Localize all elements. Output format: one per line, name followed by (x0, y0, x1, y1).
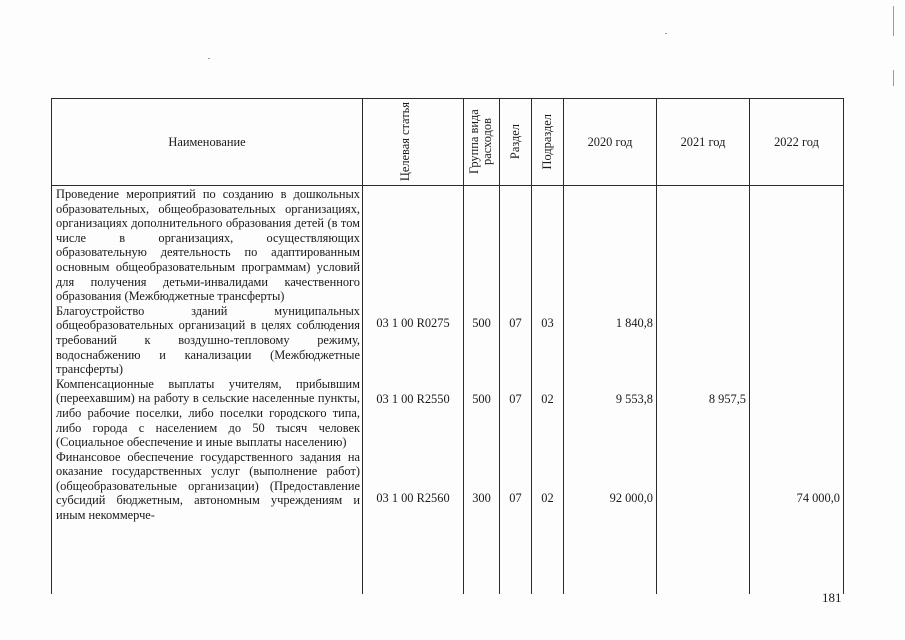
section-column (500, 186, 532, 595)
budget-table (51, 98, 844, 594)
row-section: 07 (509, 316, 522, 330)
header-target-article: Целевая статья (363, 99, 464, 186)
row-name: Финансовое обеспечение государственного задания на оказание государственных услуг (выполнение работ) (общеобразовательные организации) (Предоставление субсидий бюджетным, автономным учреждениям и иным некоммерче- (56, 449, 360, 523)
row-subsection: 02 (541, 491, 554, 505)
row-group: 500 (472, 316, 491, 330)
row-name: Компенсационные выплаты учителям, прибывшим (переехавшим) на работу в сельские населенные пункты, либо рабочие поселки, либо поселки городского типа, либо города с населением до 50 тысяч человек (Социальное обеспечение и иные выплаты населению) (56, 376, 360, 450)
scan-speck (665, 33, 667, 34)
row-target: 03 1 00 R2560 (376, 491, 450, 505)
row-2020-value: 1 840,8 (615, 316, 653, 330)
header-section: Раздел (500, 99, 532, 186)
row-name: Проведение мероприятий по созданию в дошкольных образовательных, общеобразовательных организациях, организациях дополнительного образования детей (в том числе в организациях, осуществляющих образовательную деятельность по адаптированным основным общеобразовательным программам) условий для получения детьми-инвалидами качественного образования (Межбюджетные трансферты) (56, 187, 360, 304)
row-group: 500 (472, 392, 491, 406)
target-column (363, 186, 464, 595)
row-2022-value: 74 000,0 (796, 491, 840, 505)
y2021-column (657, 186, 750, 595)
row-name: Благоустройство зданий муниципальных общеобразовательных организаций в целях соблюдения требований к воздушно-тепловому режиму, водоснабжению и канализации (Межбюджетные трансферты) (56, 303, 360, 377)
group-column (464, 186, 500, 595)
row-section: 07 (509, 392, 522, 406)
row-group: 300 (472, 491, 491, 505)
row-subsection: 02 (541, 392, 554, 406)
table-body-row (52, 186, 844, 595)
row-subsection: 03 (541, 316, 554, 330)
header-row (52, 99, 844, 186)
header-2022: 2022 год (750, 99, 844, 186)
row-2020-value: 92 000,0 (609, 491, 653, 505)
y2022-column (750, 186, 844, 595)
row-2020-value: 9 553,8 (615, 392, 653, 406)
page-number: 181 (822, 590, 842, 605)
scan-speck (893, 70, 894, 86)
row-section: 07 (509, 491, 522, 505)
scan-speck (208, 58, 210, 59)
header-subsection: Подраздел (532, 99, 564, 186)
subsection-column (532, 186, 564, 595)
scan-speck (893, 6, 894, 36)
header-2021: 2021 год (657, 99, 750, 186)
y2020-column (564, 186, 657, 595)
row-2021-value: 8 957,5 (708, 392, 746, 406)
row-target: 03 1 00 R0275 (376, 316, 450, 330)
header-name: Наименование (52, 99, 363, 186)
row-target: 03 1 00 R2550 (376, 392, 450, 406)
name-column (52, 186, 363, 595)
header-expense-group: Группа вида расходов (464, 99, 500, 186)
header-2020: 2020 год (564, 99, 657, 186)
